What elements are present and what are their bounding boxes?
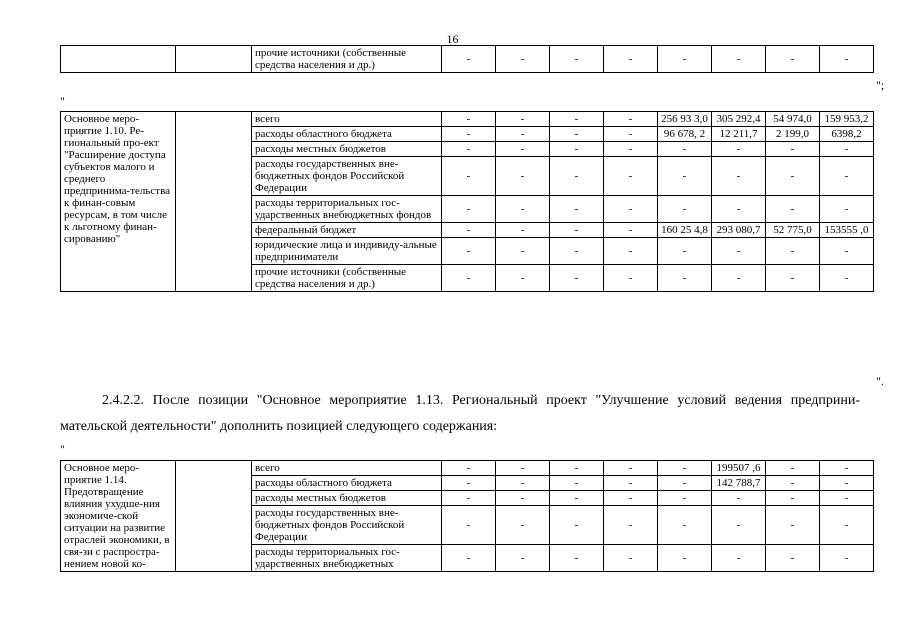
value-cell: - [820,461,874,476]
value-cell: - [550,461,604,476]
value-cell: - [550,157,604,196]
value-cell: 153555 ,0 [820,223,874,238]
value-cell: - [496,265,550,292]
value-cell: - [712,491,766,506]
value-cell: - [820,157,874,196]
value-cell: - [712,545,766,572]
value-cell: - [604,506,658,545]
table-row [61,461,874,476]
value-cell: - [550,506,604,545]
value-cell: 6398,2 [820,127,874,142]
value-cell: - [766,196,820,223]
value-cell: - [442,491,496,506]
executor-cell [176,112,252,292]
funding-source-cell: расходы территориальных гос-ударственных внебюджетных фондов [252,196,442,223]
funding-source-cell: расходы областного бюджета [252,476,442,491]
value-cell: 142 788,7 [712,476,766,491]
value-cell: - [496,223,550,238]
value-cell: - [820,545,874,572]
opening-quote: " [60,94,65,108]
value-cell: - [604,461,658,476]
value-cell: - [820,491,874,506]
value-cell: 256 93 3,0 [658,112,712,127]
value-cell: - [820,506,874,545]
value-cell: - [766,506,820,545]
table-measure-1-14 [60,460,874,572]
value-cell: 199507 ,6 [712,461,766,476]
value-cell: - [496,461,550,476]
value-cell: - [604,127,658,142]
page-number: 16 [446,32,459,46]
value-cell: - [604,157,658,196]
value-cell: - [712,142,766,157]
closing-quote: ". [876,374,884,388]
value-cell: 2 199,0 [766,127,820,142]
value-cell: - [550,196,604,223]
value-cell: - [550,142,604,157]
value-cell: - [766,157,820,196]
value-cell: - [658,476,712,491]
value-cell: - [658,461,712,476]
value-cell: - [442,238,496,265]
value-cell: - [442,506,496,545]
value-cell: - [442,157,496,196]
value-cell: - [658,157,712,196]
value-cell: 159 953,2 [820,112,874,127]
value-cell: - [658,238,712,265]
funding-source-cell: прочие источники (собственные средства населения и др.) [252,265,442,292]
value-cell: - [442,476,496,491]
value-cell: - [442,223,496,238]
value-cell: - [712,265,766,292]
value-cell: - [496,506,550,545]
value-cell: - [604,265,658,292]
value-cell: - [658,142,712,157]
value-cell: - [442,127,496,142]
value-cell: - [658,491,712,506]
value-cell: - [496,238,550,265]
value-cell: - [604,476,658,491]
value-cell: 160 25 4,8 [658,223,712,238]
funding-source-cell: всего [252,461,442,476]
value-cell: - [550,265,604,292]
value-cell: 52 775,0 [766,223,820,238]
value-cell: - [550,545,604,572]
amendment-paragraph: 2.4.2.2. После позиции "Основное мероприятие 1.13. Региональный проект "Улучшение условий ведения предприни-мательской деятельности" дополнить позицией следующего содержания: [60,393,860,434]
value-cell: - [820,476,874,491]
measure-title-cell: Основное меро-приятие 1.14. Предотвращение влияния ухудше-ния экономиче-ской ситуации на развитие отраслей экономики, в свя-зи с распростра-нением новой ко- [61,461,176,572]
value-cell: 12 211,7 [712,127,766,142]
value-cell: - [766,265,820,292]
value-cell: - [550,127,604,142]
value-cell: - [496,476,550,491]
table-row [61,46,874,73]
value-cell: - [496,196,550,223]
value-cell: - [550,476,604,491]
value-cell: 305 292,4 [712,112,766,127]
value-cell: - [550,238,604,265]
value-cell: 96 678, 2 [658,127,712,142]
value-cell: - [820,238,874,265]
value-cell: - [712,157,766,196]
value-cell: - [820,196,874,223]
value-cell: - [550,112,604,127]
value-cell: - [766,46,820,73]
value-cell: 54 974,0 [766,112,820,127]
measure-title-cell: Основное меро-приятие 1.10. Ре-гиональный про-ект "Расширение доступа субъектов малого и среднего предпринима-тельства к финан-совым ресурсам, в том числе к льготному финан-сированию" [61,112,176,292]
value-cell: - [442,46,496,73]
value-cell: - [496,491,550,506]
table-row [61,112,874,127]
funding-source-cell: прочие источники (собственные средства населения и др.) [252,46,442,73]
measure-title-cell [61,46,176,73]
value-cell: - [442,545,496,572]
value-cell: - [496,157,550,196]
value-cell: - [766,476,820,491]
value-cell: - [604,46,658,73]
funding-source-cell: расходы государственных вне-бюджетных фондов Российской Федерации [252,157,442,196]
value-cell: - [442,142,496,157]
value-cell: - [712,238,766,265]
value-cell: - [550,491,604,506]
value-cell: - [766,238,820,265]
value-cell: - [658,46,712,73]
funding-source-cell: федеральный бюджет [252,223,442,238]
funding-source-cell: расходы областного бюджета [252,127,442,142]
value-cell: - [766,142,820,157]
value-cell: - [604,491,658,506]
value-cell: - [604,223,658,238]
value-cell: - [550,46,604,73]
funding-source-cell: расходы местных бюджетов [252,491,442,506]
value-cell: - [820,46,874,73]
value-cell: - [442,196,496,223]
value-cell: - [820,265,874,292]
value-cell: - [712,46,766,73]
opening-quote: " [60,442,65,456]
value-cell: - [496,127,550,142]
value-cell: - [658,506,712,545]
value-cell: - [658,545,712,572]
value-cell: - [604,112,658,127]
funding-source-cell: юридические лица и индивиду-альные предприниматели [252,238,442,265]
value-cell: - [766,461,820,476]
value-cell: - [496,142,550,157]
value-cell: 293 080,7 [712,223,766,238]
funding-source-cell: расходы государственных вне-бюджетных фондов Российской Федерации [252,506,442,545]
value-cell: - [442,461,496,476]
value-cell: - [442,265,496,292]
value-cell: - [550,223,604,238]
closing-quote: "; [876,78,885,92]
funding-source-cell: расходы местных бюджетов [252,142,442,157]
executor-cell [176,461,252,572]
value-cell: - [496,545,550,572]
value-cell: - [712,506,766,545]
value-cell: - [712,196,766,223]
funding-source-cell: всего [252,112,442,127]
value-cell: - [442,112,496,127]
value-cell: - [604,545,658,572]
value-cell: - [604,142,658,157]
table-measure-1-10 [60,111,874,292]
value-cell: - [766,545,820,572]
value-cell: - [766,491,820,506]
funding-source-cell: расходы территориальных гос-ударственных внебюджетных [252,545,442,572]
value-cell: - [604,196,658,223]
table-continuation [60,45,874,73]
value-cell: - [496,46,550,73]
value-cell: - [658,265,712,292]
executor-cell [176,46,252,73]
value-cell: - [496,112,550,127]
value-cell: - [820,142,874,157]
value-cell: - [658,196,712,223]
value-cell: - [604,238,658,265]
